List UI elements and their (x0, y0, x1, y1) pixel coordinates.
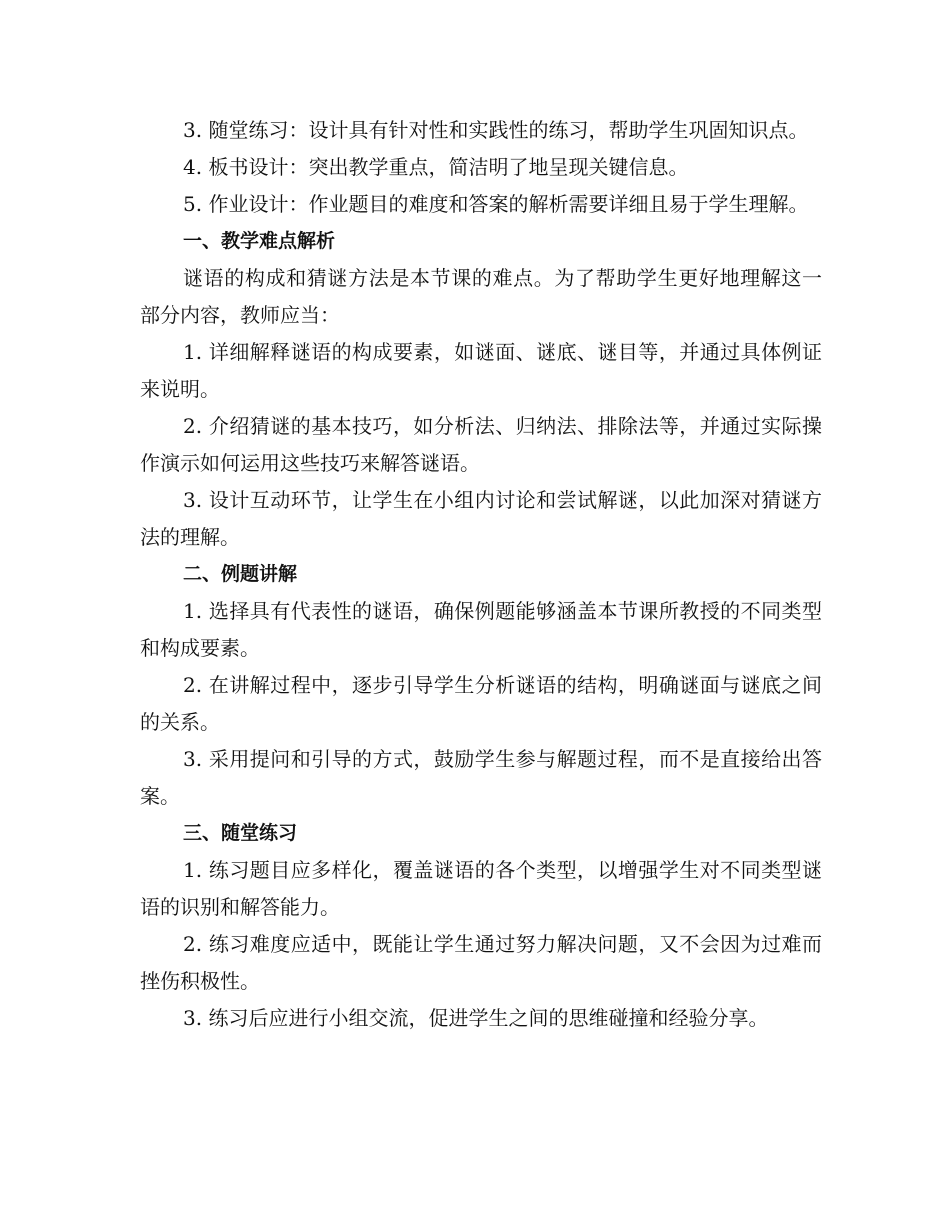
paragraph-examples-1: 1. 选择具有代表性的谜语，确保例题能够涵盖本节课所教授的不同类型和构成要素。 (140, 599, 822, 660)
section-heading-examples: 二、例题讲解 (183, 563, 298, 585)
paragraph-blackboard: 4. 板书设计：突出教学重点，简洁明了地呈现关键信息。 (183, 155, 689, 179)
document-page (140, 112, 822, 1037)
paragraph-practice-1: 1. 练习题目应多样化，覆盖谜语的各个类型，以增强学生对不同类型谜语的识别和解答能力。 (140, 858, 822, 919)
section-heading-practice: 三、随堂练习 (183, 822, 298, 844)
paragraph-difficulty-2: 2. 介绍猜谜的基本技巧，如分析法、归纳法、排除法等，并通过实际操作演示如何运用这些技巧来解答谜语。 (140, 414, 822, 475)
paragraph-difficulty-intro: 谜语的构成和猜谜方法是本节课的难点。为了帮助学生更好地理解这一部分内容，教师应当： (140, 266, 822, 327)
paragraph-examples-2: 2. 在讲解过程中，逐步引导学生分析谜语的结构，明确谜面与谜底之间的关系。 (140, 673, 822, 734)
paragraph-exercise: 3. 随堂练习：设计具有针对性和实践性的练习，帮助学生巩固知识点。 (183, 118, 809, 142)
paragraph-practice-2: 2. 练习难度应适中，既能让学生通过努力解决问题，又不会因为过难而挫伤积极性。 (140, 932, 822, 993)
paragraph-practice-3: 3. 练习后应进行小组交流，促进学生之间的思维碰撞和经验分享。 (183, 1006, 769, 1030)
paragraph-examples-3: 3. 采用提问和引导的方式，鼓励学生参与解题过程，而不是直接给出答案。 (140, 747, 822, 808)
section-heading-difficulty: 一、教学难点解析 (183, 230, 336, 252)
paragraph-difficulty-1: 1. 详细解释谜语的构成要素，如谜面、谜底、谜目等，并通过具体例证来说明。 (140, 340, 822, 401)
paragraph-homework: 5. 作业设计：作业题目的难度和答案的解析需要详细且易于学生理解。 (183, 192, 809, 216)
paragraph-difficulty-3: 3. 设计互动环节，让学生在小组内讨论和尝试解谜，以此加深对猜谜方法的理解。 (140, 488, 822, 549)
